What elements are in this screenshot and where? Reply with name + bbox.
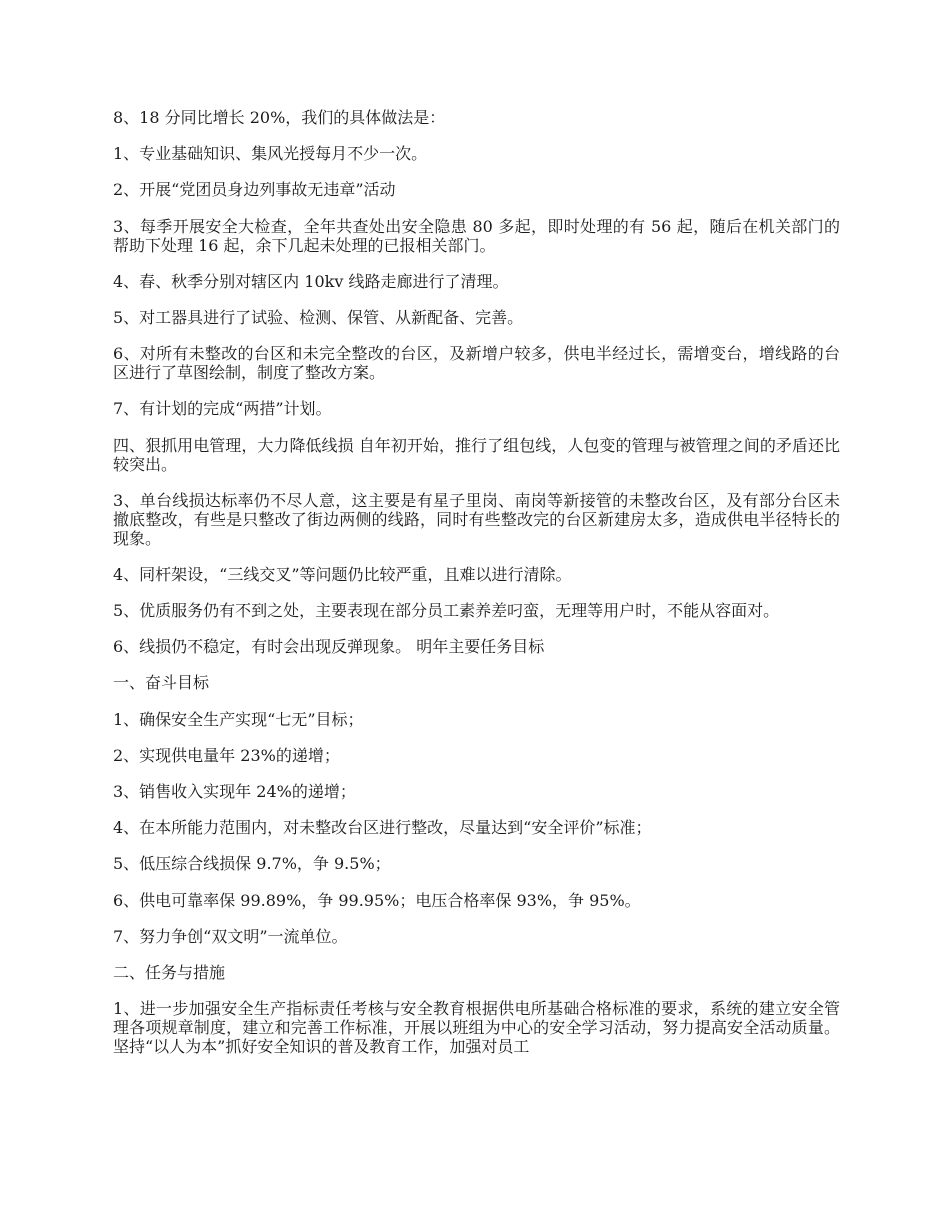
paragraph: 6、对所有未整改的台区和未完全整改的台区，及新增户较多，供电半经过长，需增变台，增线路的台区进行了草图绘制，制度了整改方案。	[113, 344, 840, 383]
paragraph: 四、狠抓用电管理，大力降低线损 自年初开始，推行了组包线，人包变的管理与被管理之间的矛盾还比较突出。	[113, 435, 840, 474]
paragraph: 4、在本所能力范围内，对未整改台区进行整改，尽量达到“安全评价”标准；	[113, 818, 652, 838]
paragraph: 6、供电可靠率保 99.89%，争 99.95%；电压合格率保 93%，争 95%。	[113, 890, 641, 910]
paragraph: 4、春、秋季分别对辖区内 10kv 线路走廊进行了清理。	[113, 271, 509, 291]
document-body	[113, 108, 840, 1073]
paragraph: 3、每季开展安全大检查，全年共查处出安全隐患 80 多起，即时处理的有 56 起，随后在机关部门的帮助下处理 16 起，余下几起未处理的已报相关部门。	[113, 216, 840, 255]
paragraph: 1、确保安全生产实现“七无”目标；	[113, 709, 364, 729]
section-heading: 一、奋斗目标	[113, 673, 210, 693]
section-heading: 二、任务与措施	[113, 962, 226, 982]
paragraph: 7、努力争创“双文明”一流单位。	[113, 926, 348, 946]
paragraph: 7、有计划的完成“两措”计划。	[113, 399, 332, 419]
paragraph: 6、线损仍不稳定，有时会出现反弹现象。 明年主要任务目标	[113, 637, 545, 657]
paragraph: 8、18 分同比增长 20%，我们的具体做法是：	[113, 108, 446, 127]
paragraph: 1、进一步加强安全生产指标责任考核与安全教育根据供电所基础合格标准的要求，系统的建立安全管理各项规章制度，建立和完善工作标准，开展以班组为中心的安全学习活动，努力提高安全活动质量。 坚持“以人为本”抓好安全知识的普及教育工作，加强对员工	[113, 999, 840, 1057]
paragraph: 3、销售收入实现年 24%的递增；	[113, 782, 356, 801]
paragraph: 4、同杆架设，“三线交叉”等问题仍比较严重，且难以进行清除。	[113, 564, 572, 584]
paragraph: 5、优质服务仍有不到之处，主要表现在部分员工素养差叼蛮，无理等用户时，不能从容面对。	[113, 601, 780, 621]
paragraph: 3、单台线损达标率仍不尽人意，这主要是有星子里岗、南岗等新接管的未整改台区，及有部分台区未撤底整改，有些是只整改了街边两侧的线路，同时有些整改完的台区新建房太多，造成供电半径特长的现象。	[113, 490, 840, 548]
paragraph: 2、开展“党团员身边列事故无违章”活动	[113, 180, 396, 200]
paragraph: 5、对工器具进行了试验、检测、保管、从新配备、完善。	[113, 307, 524, 327]
paragraph: 2、实现供电量年 23%的递增；	[113, 745, 340, 765]
paragraph: 5、低压综合线损保 9.7%，争 9.5%；	[113, 854, 391, 874]
paragraph: 1、专业基础知识、集风光授每月不少一次。	[113, 144, 428, 164]
